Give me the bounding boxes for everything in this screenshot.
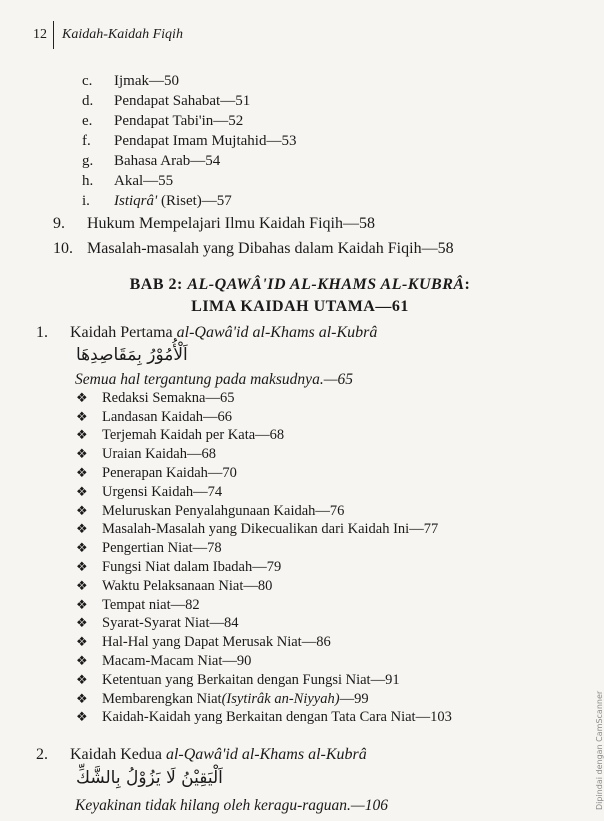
list-item: ❖ Hal-Hal yang Dapat Merusak Niat—86 xyxy=(76,634,331,651)
diamond-bullet-icon: ❖ xyxy=(76,578,88,594)
sub-item: e. Pendapat Tabi'in—52 xyxy=(82,113,244,129)
diamond-bullet-icon: ❖ xyxy=(76,390,88,406)
diamond-bullet-icon: ❖ xyxy=(76,503,88,519)
list-item: ❖ Uraian Kaidah—68 xyxy=(76,446,216,463)
bullet-list xyxy=(76,389,452,727)
running-title: Kaidah-Kaidah Fiqih xyxy=(62,27,183,42)
diamond-bullet-icon: ❖ xyxy=(76,409,88,425)
diamond-bullet-icon: ❖ xyxy=(76,447,88,463)
list-item: ❖ Ketentuan yang Berkaitan dengan Fungsi Niat—91 xyxy=(76,671,400,688)
maxim-meaning: Semua hal tergantung pada maksudnya.—65 xyxy=(75,371,353,388)
list-item: ❖ Membarengkan Niat (Isytirâk an-Niyyah) —99 xyxy=(76,690,369,707)
numbered-item: 10. Masalah-masalah yang Dibahas dalam Kaidah Fiqih—58 xyxy=(53,240,454,257)
sub-item: i. Istiqrâ' (Riset)—57 xyxy=(82,193,232,209)
list-item: ❖ Waktu Pelaksanaan Niat—80 xyxy=(76,577,273,594)
header-divider xyxy=(53,21,54,49)
list-item: ❖ Tempat niat—82 xyxy=(76,596,200,613)
list-item: ❖ Landasan Kaidah—66 xyxy=(76,408,233,425)
diamond-bullet-icon: ❖ xyxy=(76,428,88,444)
list-item: ❖ Syarat-Syarat Niat—84 xyxy=(76,615,239,632)
scanner-watermark-text: Dipindai dengan CamScanner xyxy=(595,690,604,810)
sub-item: d. Pendapat Sahabat—51 xyxy=(82,93,251,109)
list-item: ❖ Redaksi Semakna—65 xyxy=(76,389,235,406)
page-number: 12 xyxy=(33,27,47,42)
diamond-bullet-icon: ❖ xyxy=(76,710,88,726)
diamond-bullet-icon: ❖ xyxy=(76,691,88,707)
diamond-bullet-icon: ❖ xyxy=(76,484,88,500)
page-header xyxy=(33,20,183,50)
diamond-bullet-icon: ❖ xyxy=(76,635,88,651)
list-item: ❖ Urgensi Kaidah—74 xyxy=(76,483,223,500)
numbered-item: 9. Hukum Mempelajari Ilmu Kaidah Fiqih—58 xyxy=(53,215,375,232)
list-item: ❖ Kaidah-Kaidah yang Berkaitan dengan Tata Cara Niat—103 xyxy=(76,709,452,726)
diamond-bullet-icon: ❖ xyxy=(76,597,88,613)
arabic-maxim: اَلْيَقِيْنُ لَا يَزُوْلُ بِالشَّكِّ xyxy=(76,768,223,788)
arabic-maxim: اَلْأُمُوْرُ بِمَقَاصِدِهَا xyxy=(76,345,188,365)
diamond-bullet-icon: ❖ xyxy=(76,541,88,557)
sub-item: g. Bahasa Arab—54 xyxy=(82,153,221,169)
list-item: ❖ Fungsi Niat dalam Ibadah—79 xyxy=(76,559,282,576)
list-item: ❖ Pengertian Niat—78 xyxy=(76,540,222,557)
sub-item: c. Ijmak—50 xyxy=(82,73,179,89)
kaidah-heading: 2. Kaidah Kedua al-Qawâ'id al-Khams al-Kubrâ xyxy=(36,746,367,763)
diamond-bullet-icon: ❖ xyxy=(76,672,88,688)
diamond-bullet-icon: ❖ xyxy=(76,560,88,576)
list-item: ❖ Terjemah Kaidah per Kata—68 xyxy=(76,427,285,444)
diamond-bullet-icon: ❖ xyxy=(76,522,88,538)
maxim-meaning: Keyakinan tidak hilang oleh keragu-raguan.—106 xyxy=(75,797,388,814)
scanner-watermark xyxy=(584,690,604,810)
list-item: ❖ Macam-Macam Niat—90 xyxy=(76,653,252,670)
list-item: ❖ Penerapan Kaidah—70 xyxy=(76,465,237,482)
chapter-title: BAB 2: AL-QAWÂ'ID AL-KHAMS AL-KUBRÂ: xyxy=(129,276,471,293)
chapter-subtitle: LIMA KAIDAH UTAMA—61 xyxy=(191,298,409,315)
sub-item: f. Pendapat Imam Mujtahid—53 xyxy=(82,133,297,149)
sub-item: h. Akal—55 xyxy=(82,173,174,189)
diamond-bullet-icon: ❖ xyxy=(76,654,88,670)
list-item: ❖ Masalah-Masalah yang Dikecualikan dari Kaidah Ini—77 xyxy=(76,521,439,538)
kaidah-heading: 1. Kaidah Pertama al-Qawâ'id al-Khams al-Kubrâ xyxy=(36,324,378,341)
list-item: ❖ Meluruskan Penyalahgunaan Kaidah—76 xyxy=(76,502,345,519)
diamond-bullet-icon: ❖ xyxy=(76,616,88,632)
diamond-bullet-icon: ❖ xyxy=(76,466,88,482)
